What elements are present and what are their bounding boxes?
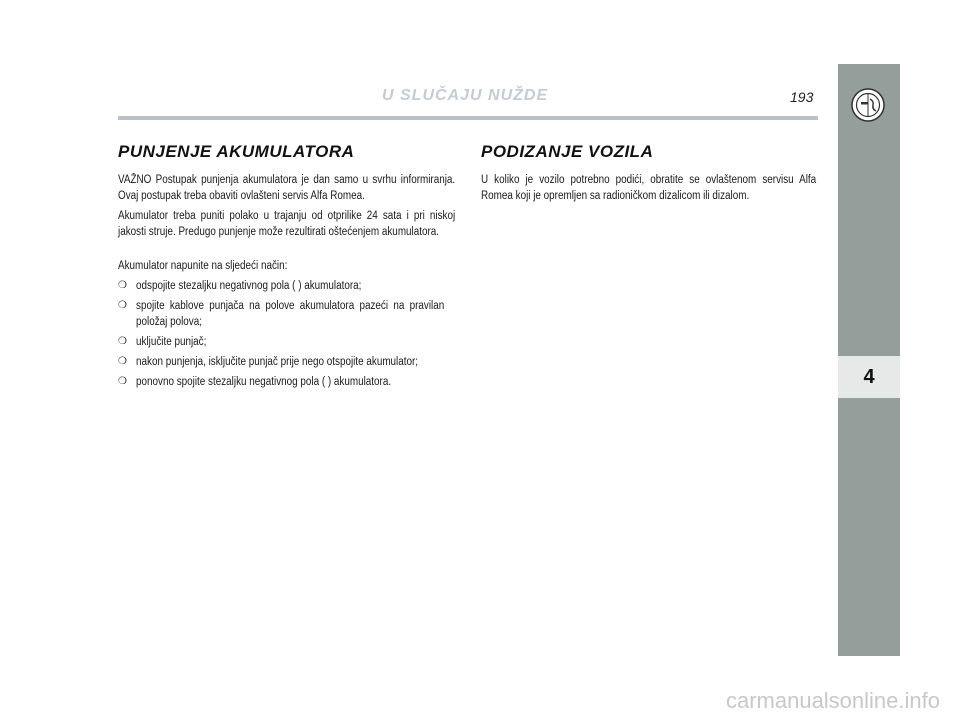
list-item: ❍ ponovno spojite stezaljku negativnog pola ( ) akumulatora. — [118, 376, 392, 388]
bullet-circle-icon: ❍ — [118, 356, 127, 367]
bullet-circle-icon: ❍ — [118, 300, 127, 311]
alfa-romeo-logo-icon — [850, 87, 886, 123]
chapter-number: 4 — [863, 365, 875, 388]
header-rule — [118, 116, 818, 120]
section-heading-lifting: PODIZANJE VOZILA — [481, 142, 654, 161]
important-note: VAŽNO Postupak punjenja akumulatora je dan samo u svrhu informiranja. Ovaj postupak treba obaviti ovlašteni servis Alfa Romea. — [118, 174, 456, 202]
lifting-paragraph: U koliko je vozilo potrebno podići, obratite se ovlaštenom servisu Alfa Romea koji je opremljen sa radioničkom dizalicom ili dizalom. — [481, 174, 817, 202]
bullet-circle-icon: ❍ — [118, 376, 127, 387]
steps-intro: Akumulator napunite na sljedeći način: — [118, 260, 288, 272]
list-item: ❍ nakon punjenja, isključite punjač prije nego otspojite akumulator; — [118, 356, 419, 368]
bullet-circle-icon: ❍ — [118, 280, 127, 291]
battery-charging-section — [118, 144, 456, 394]
running-header-title: U SLUČAJU NUŽDE — [382, 87, 549, 104]
list-item: ❍ odspojite stezaljku negativnog pola ( ) akumulatora; — [118, 280, 362, 292]
section-heading-battery: PUNJENJE AKUMULATORA — [118, 142, 355, 161]
list-item: ❍ spojite kablove punjača na polove akumulatora pazeći na pravilan položaj polova; — [118, 300, 445, 328]
bullet-circle-icon: ❍ — [118, 336, 127, 347]
list-item: ❍ uključite punjač; — [118, 336, 207, 348]
page-number: 193 — [790, 89, 814, 105]
charging-steps-list — [118, 278, 456, 390]
chapter-box — [838, 356, 900, 398]
charging-info-paragraph: Akumulator treba puniti polako u trajanju od otprilike 24 sata i pri niskoj jakosti struje. Predugo punjenje može rezultirati oštećenjem akumulatora. — [118, 210, 456, 238]
watermark: carmanualsonline.info — [725, 688, 940, 713]
vehicle-lifting-section — [481, 144, 817, 208]
